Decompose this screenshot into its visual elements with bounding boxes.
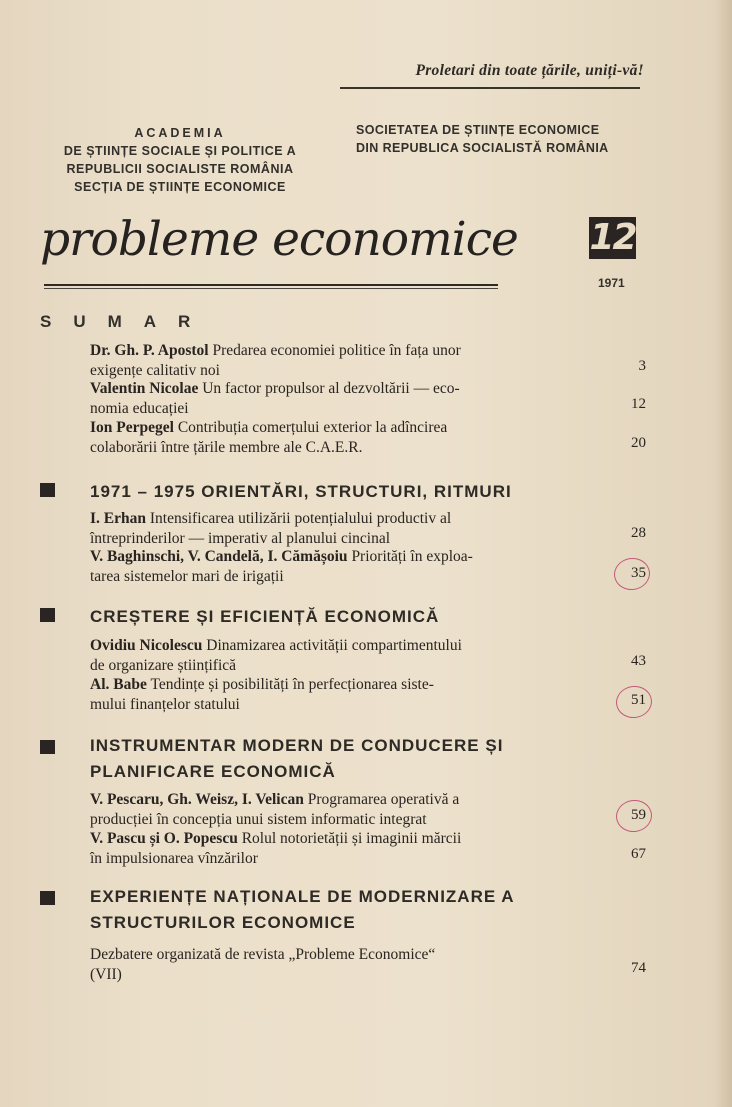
toc-entry-title: Predarea economiei politice în fața unor [212,342,461,359]
toc-entry [90,829,560,868]
publisher-academy-line: DE ȘTIINȚE SOCIALE ȘI POLITICE A [63,144,297,158]
handwritten-circle-mark [614,684,654,721]
toc-entry-title: Tendințe și posibilități în perfecționarea siste- [150,676,434,693]
toc-entry-author: Dr. Gh. P. Apostol [90,342,209,359]
section-title [90,884,610,936]
toc-page-number: 43 [631,653,646,669]
publisher-academy-line: SECȚIA DE ȘTIINȚE ECONOMICE [74,180,286,194]
publisher-society-line: SOCIETATEA DE ȘTIINȚE ECONOMICE [356,123,600,137]
toc-entry [90,509,560,548]
section-bullet-icon [40,740,55,754]
toc-entry [90,341,560,380]
masthead-rule-thin [44,288,498,289]
toc-page-number: 20 [631,435,646,451]
toc-entry-title-cont: în impulsionarea vînzărilor [90,849,258,867]
toc-page-number: 3 [638,358,646,374]
toc-entry-title: Contribuția comerțului exterior la adîncirea [177,419,448,436]
toc-entry-title: Dezbatere organizată de revista „Probleme Economice“ [90,946,436,963]
publisher-academy-line: REPUBLICII SOCIALISTE ROMÂNIA [66,162,294,176]
toc-entry [90,675,560,714]
toc-entry-title-cont: de organizare științifică [90,656,237,674]
toc-page-number: 67 [631,846,646,862]
motto [338,62,644,80]
section-title-line: INSTRUMENTAR MODERN DE CONDUCERE ȘI [90,736,504,755]
toc-entry-author: Valentin Nicolae [90,380,199,397]
sumar-heading: SUMAR [40,312,213,331]
toc-entry-title-cont: producției în concepția unui sistem informatic integrat [90,810,427,828]
toc-entry-author: Al. Babe [90,676,147,693]
handwritten-circle-mark [612,556,652,593]
toc-entry-author: Ovidiu Nicolescu [90,637,203,654]
section-bullet-icon [40,608,55,622]
toc-entry-author: I. Erhan [90,510,146,527]
publisher-academy [40,124,320,196]
toc-entry-title-cont: întreprinderilor — imperativ al planului cincinal [90,529,391,547]
section-title: CREȘTERE ȘI EFICIENȚĂ ECONOMICĂ [90,607,440,626]
section-bullet-icon [40,483,55,497]
toc-entry-author: V. Pescaru, Gh. Weisz, I. Velican [90,791,304,808]
toc-page-number: 35 [631,565,646,581]
toc-entry-title: Un factor propulsor al dezvoltării — eco- [202,380,460,397]
toc-entry-title-cont: mului finanțelor statului [90,695,240,713]
toc-page-number: 51 [631,692,646,708]
section-title-line: EXPERIENȚE NAȚIONALE DE MODERNIZARE A [90,887,515,906]
toc-entry-title-cont: exigențe calitativ noi [90,361,220,379]
toc-entry [90,945,560,984]
section-title: 1971 – 1975 ORIENTĂRI, STRUCTURI, RITMURI [90,482,512,501]
toc-entry-title: Priorități în exploa- [351,548,473,565]
toc-page-number: 12 [631,396,646,412]
toc-entry [90,636,560,675]
toc-entry [90,547,560,586]
toc-page-number: 28 [631,525,646,541]
toc-entry-title-cont: (VII) [90,965,122,983]
publisher-society [356,121,656,157]
section-title [90,733,610,785]
section-bullet-icon [40,891,55,905]
toc-entry-title: Rolul notorietății și imaginii mărcii [241,830,462,847]
toc-entry-author: Ion Perpegel [90,419,174,436]
toc-entry-title: Intensificarea utilizării potențialului productiv al [149,510,452,527]
toc-entry-title-cont: tarea sistemelor mari de irigații [90,567,284,585]
toc-entry-author: V. Baghinschi, V. Candelă, I. Cămășoiu [90,548,348,565]
toc-entry-author: V. Pascu și O. Popescu [90,830,238,847]
issue-year: 1971 [598,276,625,290]
toc-entry [90,418,560,457]
masthead-title: probleme economice [40,212,518,267]
toc-entry-title-cont: colaborării între țările membre ale C.A.E.R. [90,438,363,456]
motto-text: Proletari din toate țările, uniți-vă! [415,62,644,79]
toc-entry [90,790,560,829]
toc-entry-title: Dinamizarea activității compartimentului [206,637,462,654]
toc-page-number: 74 [631,960,646,976]
page-edge-shadow [714,0,732,1107]
toc-entry-title-cont: nomia educației [90,399,189,417]
publisher-society-line: DIN REPUBLICA SOCIALISTĂ ROMÂNIA [356,141,609,155]
toc-entry-title: Programarea operativă a [307,791,460,808]
section-title-line: STRUCTURILOR ECONOMICE [90,913,356,932]
handwritten-circle-mark [614,798,654,835]
masthead-rule [44,284,498,286]
toc-page-number: 59 [631,807,646,823]
motto-rule [340,87,640,89]
section-title-line: PLANIFICARE ECONOMICĂ [90,762,336,781]
issue-number-badge: 12 [589,217,636,258]
publisher-academy-line: ACADEMIA [134,126,226,140]
toc-entry [90,379,560,418]
